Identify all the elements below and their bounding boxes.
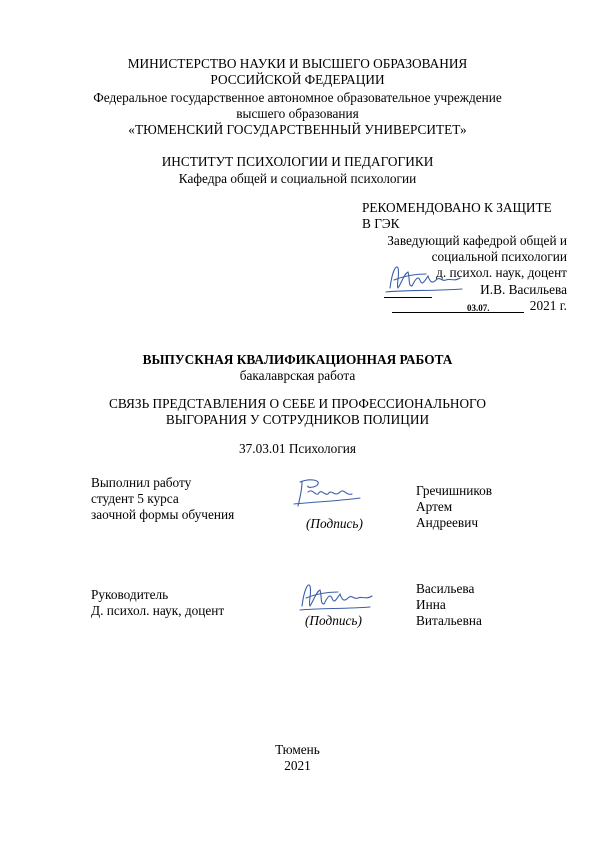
thesis-title-line-1: СВЯЗЬ ПРЕДСТАВЛЕНИЯ О СЕБЕ И ПРОФЕССИОНАЛЬНОГО: [108, 396, 487, 411]
supervisor-label-2: Д. психол. наук, доцент: [91, 603, 225, 618]
student-first-name: Артем: [416, 499, 453, 514]
student-label-2: студент 5 курса: [91, 491, 179, 506]
institute-name: ИНСТИТУТ ПСИХОЛОГИИ И ПЕДАГОГИКИ: [161, 154, 434, 169]
supervisor-signature: [296, 578, 380, 616]
approval-head-line-1: Заведующий кафедрой общей и: [387, 233, 567, 248]
supervisor-first-name: Инна: [416, 597, 446, 612]
approval-date: 03.07.: [467, 303, 490, 313]
institution-line-1: Федеральное государственное автономное образовательное учреждение: [93, 90, 502, 105]
ministry-line-1: МИНИСТЕРСТВО НАУКИ И ВЫСШЕГО ОБРАЗОВАНИЯ: [127, 56, 468, 71]
supervisor-patronymic: Витальевна: [416, 613, 482, 628]
approval-recommended: РЕКОМЕНДОВАНО К ЗАЩИТЕ: [362, 200, 552, 215]
student-signature: [290, 474, 370, 514]
supervisor-label-1: Руководитель: [91, 587, 169, 602]
approval-gek: В ГЭК: [362, 216, 400, 231]
approval-head-line-2: социальной психологии: [431, 249, 567, 264]
student-surname: Гречишников: [416, 483, 493, 498]
footer-year: 2021: [284, 758, 311, 773]
institution-line-2: высшего образования: [236, 106, 359, 121]
approval-date-line: [392, 312, 524, 313]
approval-name: И.В. Васильева: [480, 282, 567, 297]
student-signature-caption: (Подпись): [306, 516, 363, 531]
approval-degree: д. психол. наук, доцент: [436, 265, 567, 280]
thesis-level: бакалаврская работа: [239, 368, 356, 383]
supervisor-surname: Васильева: [416, 581, 475, 596]
supervisor-signature-caption: (Подпись): [305, 613, 362, 628]
thesis-title-line-2: ВЫГОРАНИЯ У СОТРУДНИКОВ ПОЛИЦИИ: [165, 412, 430, 427]
student-patronymic: Андреевич: [416, 515, 479, 530]
approval-year: 2021 г.: [529, 298, 567, 313]
thesis-type: ВЫПУСКНАЯ КВАЛИФИКАЦИОННАЯ РАБОТА: [142, 352, 453, 367]
head-signature: [384, 258, 480, 300]
department-name: Кафедра общей и социальной психологии: [178, 171, 417, 186]
student-label-1: Выполнил работу: [91, 475, 192, 490]
thesis-specialty: 37.03.01 Психология: [238, 441, 357, 456]
footer-city: Тюмень: [275, 742, 320, 757]
ministry-line-2: РОССИЙСКОЙ ФЕДЕРАЦИИ: [210, 72, 385, 87]
student-label-3: заочной формы обучения: [91, 507, 235, 522]
university-name: «ТЮМЕНСКИЙ ГОСУДАРСТВЕННЫЙ УНИВЕРСИТЕТ»: [128, 122, 467, 137]
